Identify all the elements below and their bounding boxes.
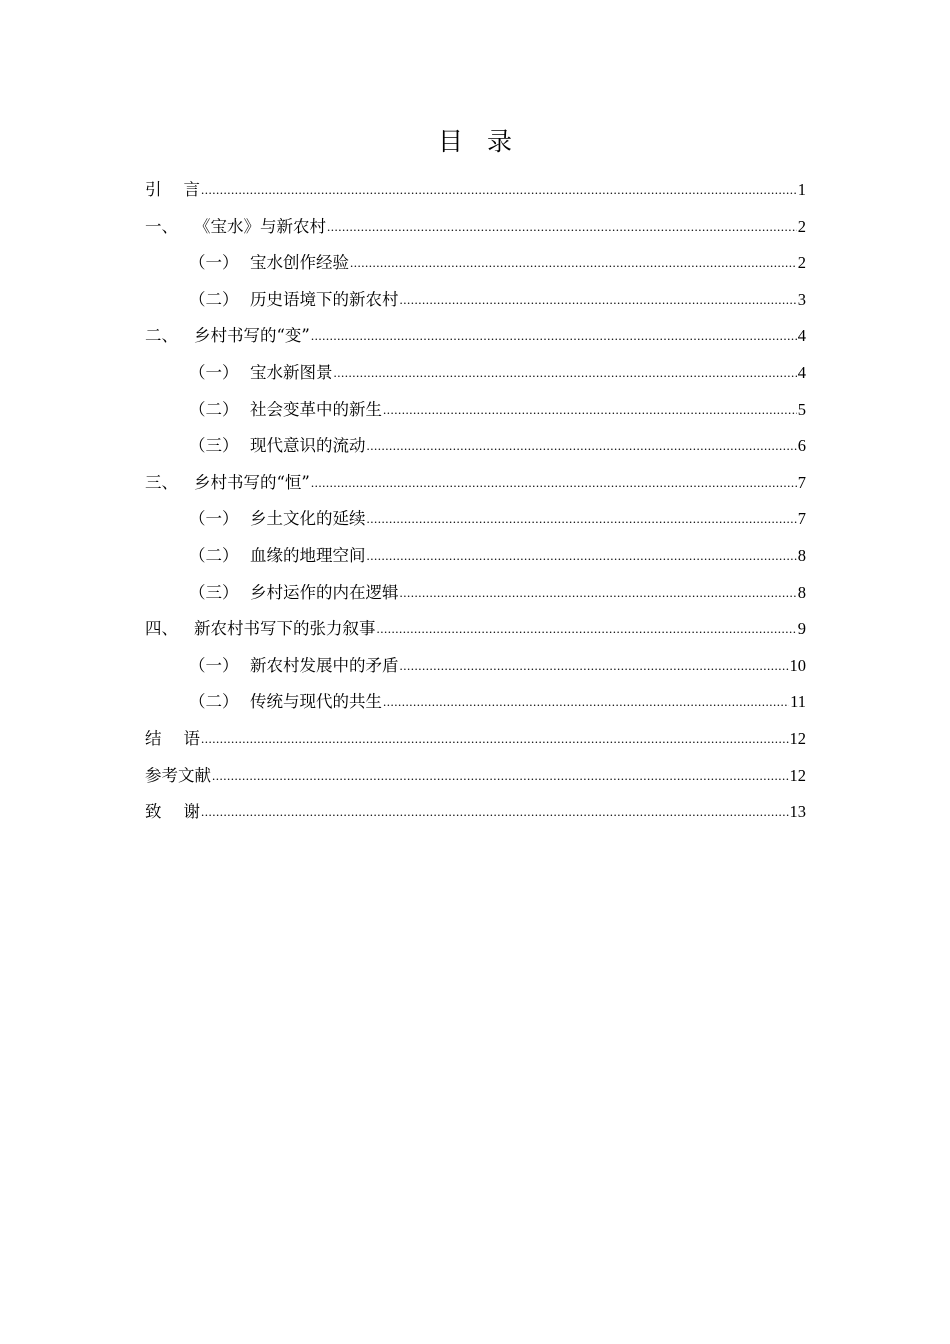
toc-leader-dots: [383, 694, 789, 710]
toc-leader-dots: [201, 731, 789, 747]
toc-leader-dots: [400, 658, 789, 674]
toc-entry-label: 宝水创作经验: [250, 253, 349, 273]
toc-entry-page: 8: [797, 545, 806, 565]
toc-leader-dots: [350, 255, 797, 271]
toc-entry-section-3-1[interactable]: [145, 505, 806, 542]
toc-entry-page: 13: [789, 802, 806, 822]
toc-leader-dots: [400, 292, 797, 308]
toc-entry-number: （二）: [189, 545, 239, 565]
toc-entry-page: 5: [797, 399, 806, 419]
toc-leader-dots: [367, 438, 797, 454]
toc-entry-number: （二）: [189, 399, 239, 419]
toc-entry-section-2-2[interactable]: [145, 396, 806, 433]
toc-entry-label: 致 谢: [145, 802, 200, 822]
toc-entry-label: 社会变革中的新生: [250, 399, 382, 419]
toc-entry-label: 血缘的地理空间: [250, 545, 366, 565]
toc-entry-label: 乡村书写的“变”: [194, 326, 310, 346]
toc-entry-conclusion[interactable]: [145, 725, 806, 762]
toc-entry-chapter-4[interactable]: [145, 615, 806, 652]
toc-entry-page: 11: [790, 692, 806, 712]
toc-entry-page: 4: [797, 326, 806, 346]
toc-entry-section-3-2[interactable]: [145, 542, 806, 579]
toc-entry-section-2-3[interactable]: [145, 432, 806, 469]
toc-leader-dots: [367, 511, 797, 527]
toc-entry-label: 宝水新图景: [250, 362, 333, 382]
toc-entry-page: 6: [797, 436, 806, 456]
toc-entry-label: 《宝水》与新农村: [194, 216, 326, 236]
toc-entry-page: 7: [797, 472, 806, 492]
toc-entry-page: 12: [789, 765, 806, 785]
toc-entry-label: 新农村书写下的张力叙事: [194, 619, 376, 639]
toc-entry-label: 引 言: [145, 180, 200, 199]
toc-entry-section-4-1[interactable]: [145, 652, 806, 689]
toc-entry-number: （二）: [189, 692, 239, 712]
toc-entry-number: （三）: [189, 436, 239, 456]
toc-entry-number: 三、: [145, 472, 178, 492]
toc-entry-label: 结 语: [145, 728, 200, 748]
toc-entry-number: 二、: [145, 326, 178, 346]
toc-title: [0, 122, 950, 158]
toc-entry-section-2-1[interactable]: [145, 359, 806, 396]
toc-entry-label: 参考文献: [145, 765, 211, 785]
toc-leader-dots: [367, 548, 797, 564]
toc-entry-label: 乡村书写的“恒”: [194, 472, 310, 492]
toc-entry-page: 8: [797, 582, 806, 602]
toc-entry-number: （二）: [189, 289, 239, 309]
toc-entry-page: 4: [797, 362, 806, 382]
toc-leader-dots: [400, 585, 797, 601]
toc-entry-section-1-1[interactable]: [145, 249, 806, 286]
toc-entry-acknowledgements[interactable]: [145, 798, 806, 835]
toc-entry-number: （一）: [189, 655, 239, 675]
toc-leader-dots: [212, 768, 789, 784]
toc-leader-dots: [201, 182, 797, 198]
toc-entry-section-3-3[interactable]: [145, 579, 806, 616]
toc-entry-chapter-3[interactable]: [145, 469, 806, 506]
toc-entry-number: （一）: [189, 253, 239, 273]
toc-entry-number: 一、: [145, 216, 178, 236]
toc-entry-section-1-2[interactable]: [145, 286, 806, 323]
toc-entry-page: 9: [797, 619, 806, 639]
toc-list: [145, 176, 806, 835]
toc-entry-page: 2: [797, 253, 806, 273]
toc-title-char-1: 目: [437, 127, 463, 156]
toc-leader-dots: [311, 475, 797, 491]
toc-entry-number: （三）: [189, 582, 239, 602]
toc-leader-dots: [311, 328, 797, 344]
toc-entry-references[interactable]: [145, 762, 806, 799]
toc-entry-page: 1: [797, 180, 806, 199]
toc-entry-section-4-2[interactable]: [145, 688, 806, 725]
toc-entry-label: 乡村运作的内在逻辑: [250, 582, 399, 602]
toc-entry-page: 10: [789, 655, 806, 675]
toc-entry-chapter-1[interactable]: [145, 213, 806, 250]
toc-title-char-2: 录: [487, 127, 513, 156]
toc-leader-dots: [201, 804, 789, 820]
toc-leader-dots: [383, 402, 797, 418]
toc-entry-number: 四、: [145, 619, 178, 639]
toc-leader-dots: [377, 621, 797, 637]
toc-entry-introduction[interactable]: [145, 176, 806, 213]
toc-entry-label: 历史语境下的新农村: [250, 289, 399, 309]
toc-leader-dots: [327, 219, 797, 235]
toc-entry-number: （一）: [189, 362, 239, 382]
toc-entry-label: 现代意识的流动: [250, 436, 366, 456]
toc-entry-label: 传统与现代的共生: [250, 692, 382, 712]
toc-entry-chapter-2[interactable]: [145, 322, 806, 359]
toc-entry-page: 12: [789, 728, 806, 748]
toc-entry-number: （一）: [189, 509, 239, 529]
toc-entry-label: 乡土文化的延续: [250, 509, 366, 529]
toc-entry-page: 3: [797, 289, 806, 309]
toc-leader-dots: [334, 365, 797, 381]
toc-entry-label: 新农村发展中的矛盾: [250, 655, 399, 675]
toc-entry-page: 2: [797, 216, 806, 236]
toc-entry-page: 7: [797, 509, 806, 529]
